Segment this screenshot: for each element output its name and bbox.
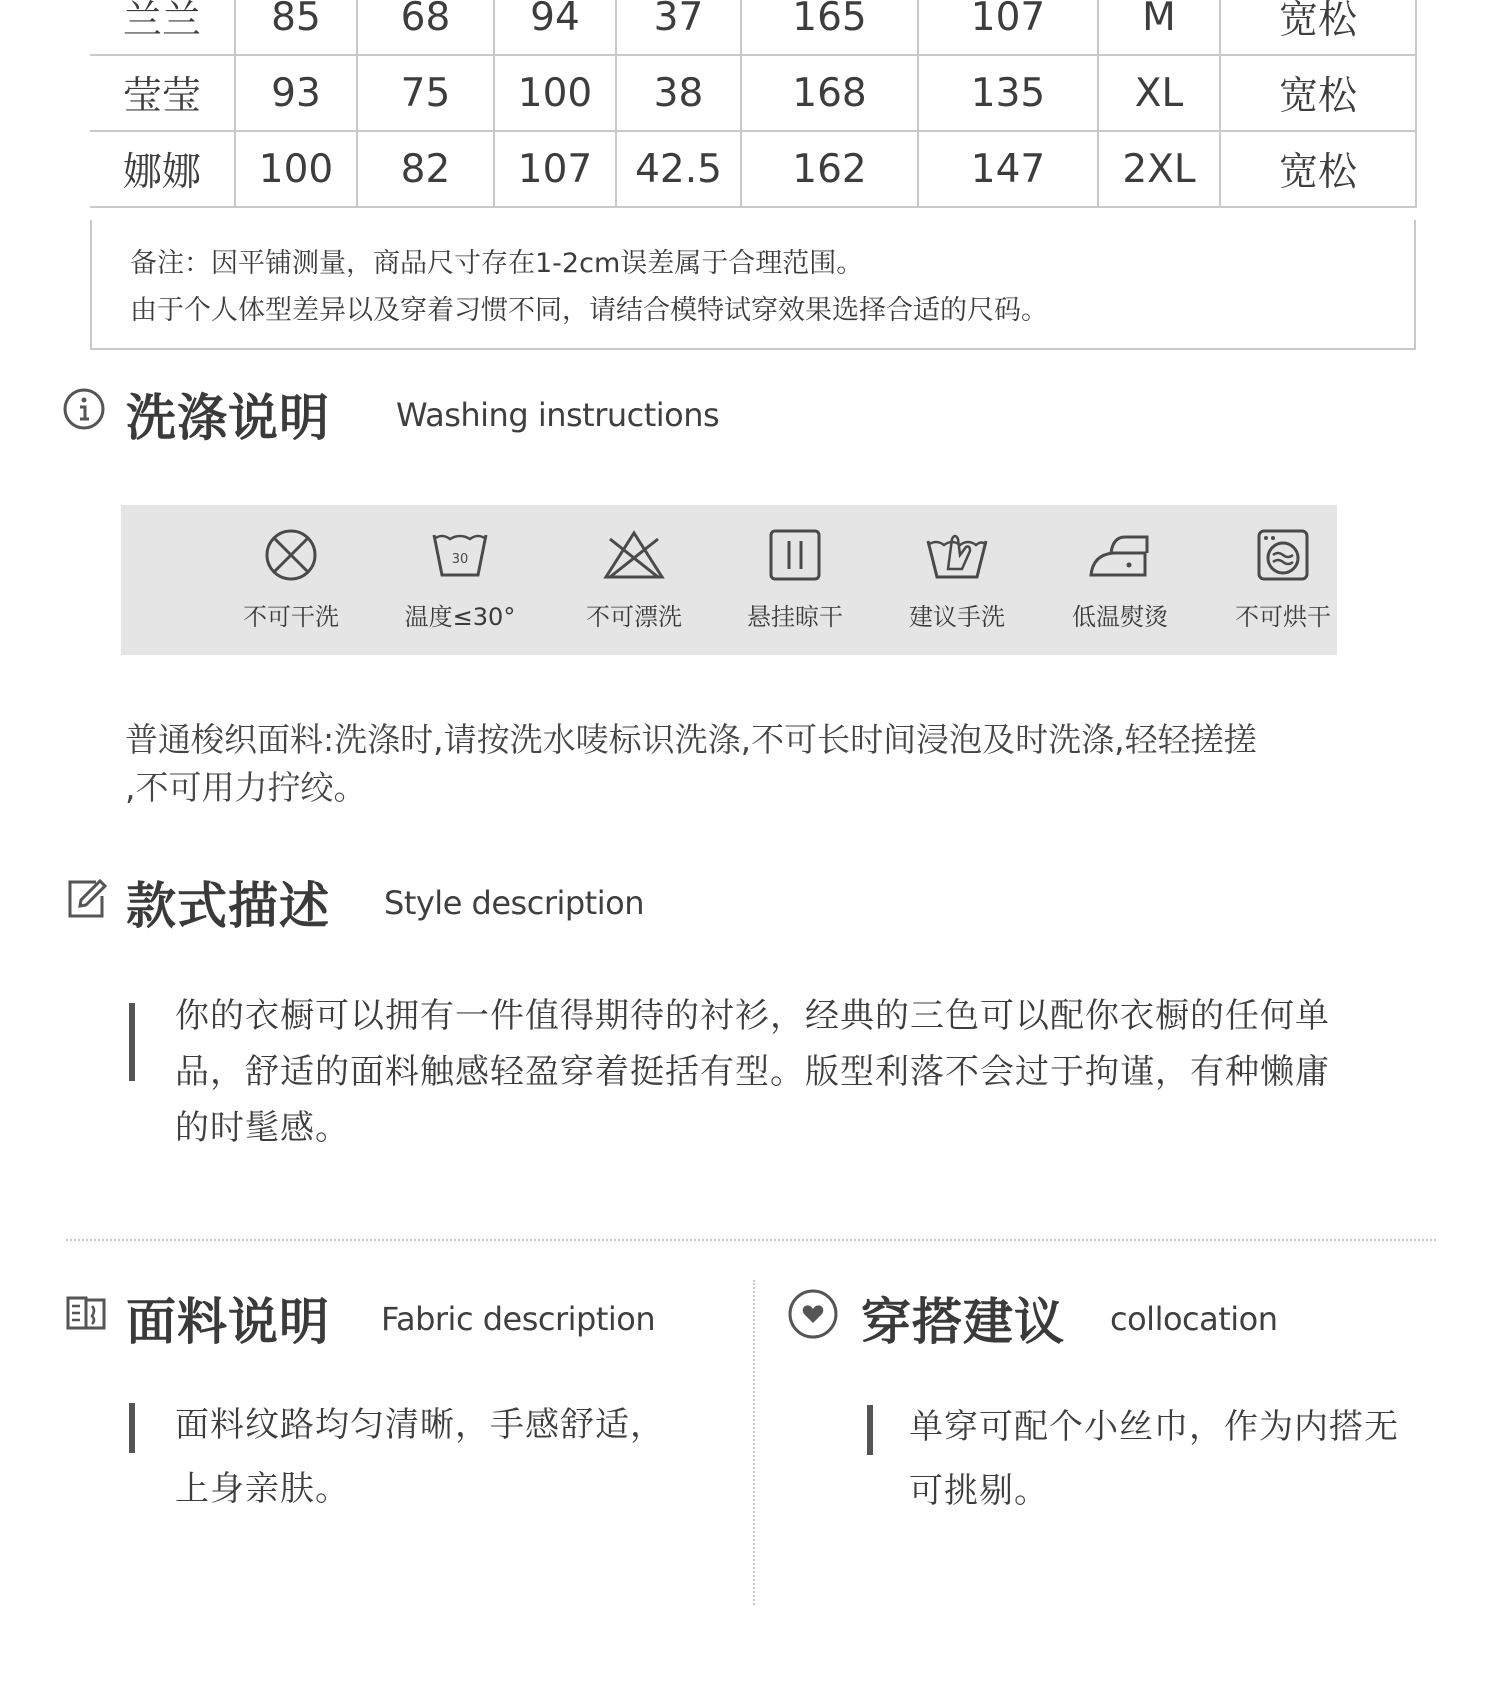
size-note-line: 备注：因平铺测量，商品尺寸存在1-2cm误差属于合理范围。 bbox=[130, 248, 864, 279]
collocation-title: 穿搭建议 bbox=[861, 1293, 1065, 1351]
table-cell: 2XL bbox=[1098, 131, 1220, 207]
table-cell: 宽松 bbox=[1220, 0, 1416, 55]
table-cell: 94 bbox=[494, 0, 616, 55]
table-row bbox=[90, 131, 1416, 207]
style-subtitle: Style description bbox=[384, 884, 644, 922]
size-note-line: 由于个人体型差异以及穿着习惯不同，请结合模特试穿效果选择合适的尺码。 bbox=[130, 295, 1048, 326]
collocation-description bbox=[909, 1395, 1399, 1523]
table-cell: 135 bbox=[918, 55, 1098, 131]
wash-label: 不可漂洗 bbox=[586, 603, 682, 631]
fabric-swatch-icon bbox=[64, 1290, 108, 1334]
wash-symbol-low-iron bbox=[1050, 525, 1190, 632]
quote-bar bbox=[129, 1003, 135, 1081]
table-cell: 162 bbox=[741, 131, 918, 207]
collocation-subtitle: collocation bbox=[1110, 1300, 1278, 1338]
style-text-line: 的时髦感。 bbox=[175, 1108, 350, 1148]
wash-label: 不可烘干 bbox=[1235, 603, 1331, 631]
table-cell: 37 bbox=[616, 0, 741, 55]
wash-symbol-hang-dry bbox=[725, 525, 865, 632]
wash-label: 不可干洗 bbox=[243, 603, 339, 631]
table-cell: 107 bbox=[918, 0, 1098, 55]
table-cell: 82 bbox=[357, 131, 494, 207]
table-cell: 100 bbox=[494, 55, 616, 131]
table-cell: 莹莹 bbox=[90, 55, 235, 131]
quote-bar bbox=[867, 1405, 873, 1455]
table-cell: 娜娜 bbox=[90, 131, 235, 207]
fabric-text-line: 面料纹路均匀清晰，手感舒适， bbox=[175, 1405, 665, 1445]
fabric-title: 面料说明 bbox=[126, 1293, 330, 1351]
wash-symbol-no-tumble-dry bbox=[1213, 525, 1353, 632]
wash-label: 温度≤30° bbox=[404, 603, 516, 631]
collocation-text-line: 单穿可配个小丝巾，作为内搭无 bbox=[909, 1407, 1399, 1447]
table-cell: 93 bbox=[235, 55, 357, 131]
section-divider bbox=[66, 1239, 1436, 1241]
column-divider bbox=[753, 1280, 755, 1605]
size-table bbox=[90, 0, 1417, 208]
table-cell: 68 bbox=[357, 0, 494, 55]
fabric-text-line: 上身亲肤。 bbox=[175, 1469, 350, 1509]
edit-icon bbox=[64, 876, 108, 920]
wash-label: 悬挂晾干 bbox=[747, 603, 843, 631]
info-icon bbox=[62, 387, 106, 431]
table-cell: 宽松 bbox=[1220, 55, 1416, 131]
table-cell: 147 bbox=[918, 131, 1098, 207]
table-cell: 兰兰 bbox=[90, 0, 235, 55]
svg-text:30: 30 bbox=[451, 552, 469, 567]
wash-symbol-hand-wash bbox=[887, 525, 1027, 632]
table-cell: 42.5 bbox=[616, 131, 741, 207]
style-text-line: 品，舒适的面料触感轻盈穿着挺括有型。版型利落不会过于拘谨，有种懒庸 bbox=[175, 1052, 1330, 1092]
no-bleach-icon bbox=[600, 525, 668, 585]
no-dry-clean-icon bbox=[261, 525, 321, 585]
size-note bbox=[90, 220, 1416, 350]
wash-label: 低温熨烫 bbox=[1072, 603, 1168, 631]
wash-symbol-no-dry-clean bbox=[221, 525, 361, 632]
table-cell: 168 bbox=[741, 55, 918, 131]
fabric-description bbox=[175, 1393, 665, 1521]
table-cell: 165 bbox=[741, 0, 918, 55]
wash-label: 建议手洗 bbox=[909, 603, 1005, 631]
washing-text-line: ,不可用力拧绞。 bbox=[125, 768, 367, 807]
heart-icon bbox=[787, 1288, 839, 1340]
style-description bbox=[175, 988, 1330, 1156]
no-tumble-dry-icon bbox=[1253, 525, 1313, 585]
table-row bbox=[90, 0, 1416, 55]
washing-text-line: 普通梭织面料:洗涤时,请按洗水唛标识洗涤,不可长时间浸泡及时洗涤,轻轻搓搓 bbox=[125, 720, 1257, 759]
washing-symbols-panel bbox=[121, 505, 1337, 655]
quote-bar bbox=[129, 1403, 135, 1453]
table-cell: 85 bbox=[235, 0, 357, 55]
table-row bbox=[90, 55, 1416, 131]
wash-30-icon bbox=[428, 525, 492, 585]
table-cell: 100 bbox=[235, 131, 357, 207]
washing-subtitle: Washing instructions bbox=[396, 396, 720, 434]
table-cell: XL bbox=[1098, 55, 1220, 131]
style-title: 款式描述 bbox=[126, 877, 330, 935]
wash-symbol-30 bbox=[390, 525, 530, 632]
collocation-text-line: 可挑剔。 bbox=[909, 1471, 1049, 1511]
table-cell: 107 bbox=[494, 131, 616, 207]
washing-title: 洗涤说明 bbox=[126, 389, 330, 447]
table-cell: 宽松 bbox=[1220, 131, 1416, 207]
table-cell: 75 bbox=[357, 55, 494, 131]
fabric-subtitle: Fabric description bbox=[381, 1300, 656, 1338]
hang-dry-icon bbox=[765, 525, 825, 585]
table-cell: 38 bbox=[616, 55, 741, 131]
style-text-line: 你的衣橱可以拥有一件值得期待的衬衫，经典的三色可以配你衣橱的任何单 bbox=[175, 996, 1330, 1036]
wash-symbol-no-bleach bbox=[564, 525, 704, 632]
table-cell: M bbox=[1098, 0, 1220, 55]
hand-wash-icon bbox=[922, 525, 992, 585]
low-iron-icon bbox=[1085, 525, 1155, 585]
